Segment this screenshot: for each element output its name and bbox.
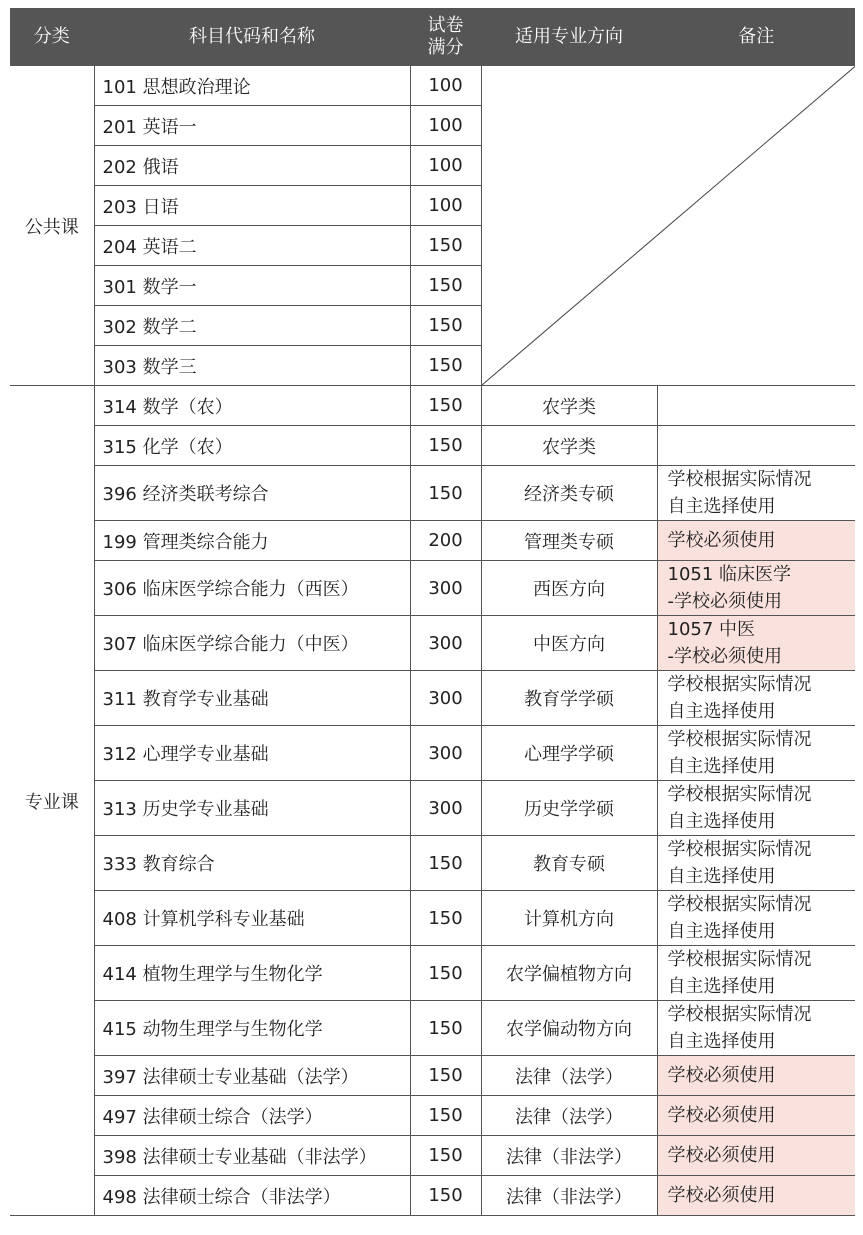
note-line: 学校根据实际情况 — [667, 839, 812, 860]
note-cell — [657, 386, 855, 426]
score-cell: 150 — [410, 346, 481, 386]
note-cell — [657, 521, 855, 561]
direction-cell: 农学偏植物方向 — [481, 946, 657, 1001]
note-cell — [657, 1001, 855, 1056]
header-score-line2: 满分 — [427, 37, 464, 58]
note-line: 自主选择使用 — [667, 496, 776, 517]
score-cell: 150 — [410, 1096, 481, 1136]
score-cell: 150 — [410, 891, 481, 946]
subject-cell: 314 数学（农） — [94, 386, 410, 426]
direction-cell: 农学类 — [481, 386, 657, 426]
score-cell: 100 — [410, 186, 481, 226]
score-cell: 150 — [410, 226, 481, 266]
subject-cell: 301 数学一 — [94, 266, 410, 306]
direction-cell: 计算机方向 — [481, 891, 657, 946]
note-cell — [657, 1176, 855, 1216]
subject-cell: 333 教育综合 — [94, 836, 410, 891]
score-cell: 300 — [410, 671, 481, 726]
note-cell — [657, 616, 855, 671]
score-cell: 150 — [410, 426, 481, 466]
direction-cell: 农学类 — [481, 426, 657, 466]
score-cell: 150 — [410, 1001, 481, 1056]
direction-cell: 法律（非法学） — [481, 1176, 657, 1216]
public-blank-diagonal-cell — [481, 66, 855, 386]
note-line: 自主选择使用 — [667, 921, 776, 942]
note-cell — [657, 946, 855, 1001]
header-row — [10, 9, 855, 66]
header-direction: 适用专业方向 — [481, 9, 657, 66]
note-cell — [657, 466, 855, 521]
note-line: 学校必须使用 — [667, 1065, 776, 1086]
note-line: 自主选择使用 — [667, 811, 776, 832]
note-line: 自主选择使用 — [667, 756, 776, 777]
note-line: 学校根据实际情况 — [667, 729, 812, 750]
table-row — [10, 671, 855, 726]
score-cell: 200 — [410, 521, 481, 561]
note-line: 学校必须使用 — [667, 1145, 776, 1166]
note-cell — [657, 561, 855, 616]
exam-subject-table-container — [10, 8, 855, 1216]
exam-subject-table — [10, 8, 855, 1216]
note-cell — [657, 1136, 855, 1176]
score-cell: 300 — [410, 781, 481, 836]
note-line: 自主选择使用 — [667, 701, 776, 722]
table-row — [10, 1056, 855, 1096]
table-row — [10, 561, 855, 616]
subject-cell: 306 临床医学综合能力（西医） — [94, 561, 410, 616]
note-cell — [657, 1096, 855, 1136]
direction-cell: 心理学学硕 — [481, 726, 657, 781]
score-cell: 150 — [410, 1176, 481, 1216]
note-cell — [657, 1056, 855, 1096]
subject-cell: 311 教育学专业基础 — [94, 671, 410, 726]
note-line: 学校根据实际情况 — [667, 674, 812, 695]
table-row — [10, 1096, 855, 1136]
subject-cell: 303 数学三 — [94, 346, 410, 386]
table-row — [10, 66, 855, 106]
table-row — [10, 1176, 855, 1216]
note-line: 1051 临床医学 — [667, 564, 792, 585]
score-cell: 150 — [410, 946, 481, 1001]
direction-cell: 法律（非法学） — [481, 1136, 657, 1176]
subject-cell: 313 历史学专业基础 — [94, 781, 410, 836]
note-line: -学校必须使用 — [667, 591, 782, 612]
note-cell — [657, 781, 855, 836]
table-row — [10, 386, 855, 426]
table-row — [10, 521, 855, 561]
table-row — [10, 836, 855, 891]
category-public: 公共课 — [10, 66, 94, 386]
note-line: 自主选择使用 — [667, 1031, 776, 1052]
subject-cell: 408 计算机学科专业基础 — [94, 891, 410, 946]
subject-cell: 414 植物生理学与生物化学 — [94, 946, 410, 1001]
table-row — [10, 1001, 855, 1056]
note-cell — [657, 726, 855, 781]
note-line: 学校根据实际情况 — [667, 894, 812, 915]
score-cell: 150 — [410, 1136, 481, 1176]
subject-cell: 302 数学二 — [94, 306, 410, 346]
note-line: 学校根据实际情况 — [667, 1004, 812, 1025]
score-cell: 150 — [410, 306, 481, 346]
subject-cell: 201 英语一 — [94, 106, 410, 146]
score-cell: 300 — [410, 616, 481, 671]
table-row — [10, 781, 855, 836]
note-line: 学校必须使用 — [667, 1185, 776, 1206]
score-cell: 100 — [410, 66, 481, 106]
table-row — [10, 726, 855, 781]
score-cell: 300 — [410, 561, 481, 616]
subject-cell: 397 法律硕士专业基础（法学） — [94, 1056, 410, 1096]
table-row — [10, 616, 855, 671]
subject-cell: 204 英语二 — [94, 226, 410, 266]
score-cell: 150 — [410, 266, 481, 306]
score-cell: 150 — [410, 1056, 481, 1096]
table-row — [10, 891, 855, 946]
header-note: 备注 — [657, 9, 855, 66]
subject-cell: 497 法律硕士综合（法学） — [94, 1096, 410, 1136]
direction-cell: 管理类专硕 — [481, 521, 657, 561]
table-body — [10, 66, 855, 1216]
note-cell — [657, 671, 855, 726]
note-line: 学校必须使用 — [667, 530, 776, 551]
subject-cell: 398 法律硕士专业基础（非法学） — [94, 1136, 410, 1176]
score-cell: 100 — [410, 106, 481, 146]
direction-cell: 西医方向 — [481, 561, 657, 616]
score-cell: 150 — [410, 386, 481, 426]
note-line: 自主选择使用 — [667, 866, 776, 887]
score-cell: 150 — [410, 836, 481, 891]
note-line: 学校必须使用 — [667, 1105, 776, 1126]
note-line: -学校必须使用 — [667, 646, 782, 667]
subject-cell: 202 俄语 — [94, 146, 410, 186]
note-line: 1057 中医 — [667, 619, 756, 640]
direction-cell: 教育专硕 — [481, 836, 657, 891]
subject-cell: 312 心理学专业基础 — [94, 726, 410, 781]
score-cell: 150 — [410, 466, 481, 521]
category-professional: 专业课 — [10, 386, 94, 1216]
score-cell: 100 — [410, 146, 481, 186]
header-category: 分类 — [10, 9, 94, 66]
direction-cell: 中医方向 — [481, 616, 657, 671]
direction-cell: 法律（法学） — [481, 1096, 657, 1136]
note-line: 自主选择使用 — [667, 976, 776, 997]
score-cell: 300 — [410, 726, 481, 781]
note-line: 学校根据实际情况 — [667, 469, 812, 490]
subject-cell: 415 动物生理学与生物化学 — [94, 1001, 410, 1056]
note-cell — [657, 836, 855, 891]
direction-cell: 经济类专硕 — [481, 466, 657, 521]
table-row — [10, 1136, 855, 1176]
direction-cell: 历史学学硕 — [481, 781, 657, 836]
note-line: 学校根据实际情况 — [667, 784, 812, 805]
direction-cell: 法律（法学） — [481, 1056, 657, 1096]
table-row — [10, 946, 855, 1001]
header-score-line1: 试卷 — [427, 15, 464, 36]
note-cell — [657, 426, 855, 466]
note-line: 学校根据实际情况 — [667, 949, 812, 970]
subject-cell: 315 化学（农） — [94, 426, 410, 466]
header-score — [410, 9, 481, 66]
note-cell — [657, 891, 855, 946]
table-row — [10, 466, 855, 521]
subject-cell: 307 临床医学综合能力（中医） — [94, 616, 410, 671]
direction-cell: 教育学学硕 — [481, 671, 657, 726]
diagonal-line — [482, 66, 856, 385]
subject-cell: 101 思想政治理论 — [94, 66, 410, 106]
subject-cell: 203 日语 — [94, 186, 410, 226]
subject-cell: 498 法律硕士综合（非法学） — [94, 1176, 410, 1216]
subject-cell: 199 管理类综合能力 — [94, 521, 410, 561]
table-row — [10, 426, 855, 466]
direction-cell: 农学偏动物方向 — [481, 1001, 657, 1056]
subject-cell: 396 经济类联考综合 — [94, 466, 410, 521]
header-subject: 科目代码和名称 — [94, 9, 410, 66]
